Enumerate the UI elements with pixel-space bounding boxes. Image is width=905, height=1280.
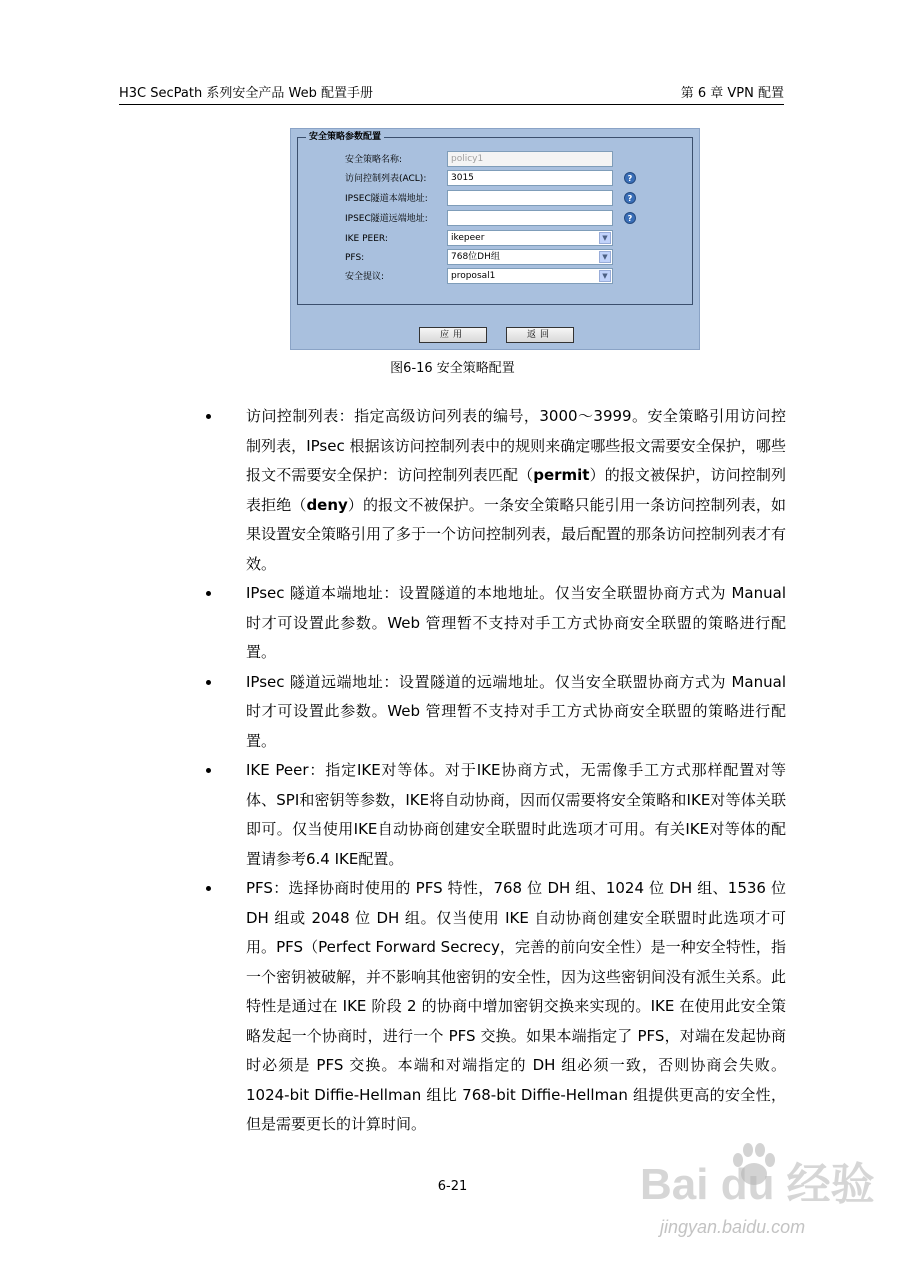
list-item — [204, 402, 786, 579]
remote-address-input[interactable] — [447, 210, 613, 226]
list-item — [204, 668, 786, 757]
field-row-policy-name — [298, 151, 692, 169]
help-icon[interactable]: ? — [624, 192, 636, 204]
field-row-ike-peer — [298, 230, 692, 248]
header-chapter: 第 6 章 VPN 配置 — [680, 86, 784, 101]
field-label: IPSEC隧道远端地址: — [345, 214, 428, 224]
policy-params-fieldset — [297, 132, 693, 305]
field-row-remote-address — [298, 210, 692, 228]
policy-config-screenshot — [290, 128, 700, 350]
list-item-text: PFS：选择协商时使用的 PFS 特性，768 位 DH 组、1024 位 DH 组、1536 位 DH 组或 2048 位 DH 组。仅当使用 IKE 自动协商创建安全联盟时此选项才可用。PFS（Perfect Forward Secrecy，完善的前向安全性）是一种安全特性，指一个密钥被破解，并不影响其他密钥的安全性，因为这些密钥间没有派生关系。此特性是通过在 IKE 阶段 2 的协商中增加密钥交换来实现的。IKE 在使用此安全策略发起一个协商时，进行一个 PFS 交换。如果本端指定了 PFS，对端在发起协商时必须是 PFS 交换。本端和对端指定的 DH 组必须一致，否则协商会失败。1024-bit Diffie-Hellman 组比 768-bit Diffie-Hellman 组提供更高的安全性，但是需要更长的计算时间。 — [246, 879, 787, 1133]
apply-button[interactable]: 应用 — [419, 327, 487, 343]
list-item — [204, 579, 786, 668]
keyword-permit: permit — [533, 466, 590, 484]
bullet-icon — [206, 414, 211, 419]
list-item-text: 访问控制列表：指定高级访问列表的编号，3000～3999。安全策略引用访问控制列表，IPsec 根据该访问控制列表中的规则来确定哪些报文需要安全保护，哪些报文不需要安全保护：访问控制列表匹配（permit）的报文被保护，访问控制列表拒绝（deny）的报文不被保护。一条安全策略只能引用一条访问控制列表，如果设置安全策略引用了多于一个访问控制列表，最后配置的那条访问控制列表才有效。 — [246, 407, 787, 573]
baidu-watermark — [640, 1140, 875, 1250]
local-address-input[interactable] — [447, 190, 613, 206]
watermark-logo-text: Bai du 经验 — [640, 1160, 875, 1209]
ike-peer-select[interactable] — [447, 230, 613, 246]
field-label: 安全提议: — [345, 272, 385, 282]
field-label: 安全策略名称: — [345, 155, 403, 165]
field-label: 访问控制列表(ACL): — [345, 174, 427, 184]
acl-input[interactable]: 3015 — [447, 170, 613, 186]
list-item-text: IKE Peer：指定IKE对等体。对于IKE协商方式，无需像手工方式那样配置对等体、SPI和密钥等参数，IKE将自动协商，因而仅需要将安全策略和IKE对等体关联即可。仅当使用IKE自动协商创建安全联盟时此选项才可用。有关IKE对等体的配置请参考6.4 IKE配置。 — [246, 761, 786, 868]
list-item — [204, 756, 786, 874]
help-icon[interactable]: ? — [624, 172, 636, 184]
select-value: ikepeer — [451, 233, 485, 243]
proposal-select[interactable] — [447, 268, 613, 284]
field-label: PFS: — [345, 253, 365, 263]
chevron-down-icon[interactable]: ▼ — [599, 232, 611, 244]
field-row-local-address — [298, 190, 692, 208]
header-doc-title: H3C SecPath 系列安全产品 Web 配置手册 — [119, 86, 373, 101]
pfs-select[interactable] — [447, 249, 613, 265]
bullet-icon — [206, 886, 211, 891]
page-header — [119, 84, 784, 105]
bullet-list — [204, 402, 786, 1140]
field-row-pfs — [298, 249, 692, 267]
bullet-icon — [206, 680, 211, 685]
field-label: IPSEC隧道本端地址: — [345, 194, 428, 204]
page-number: 6-21 — [437, 1179, 468, 1194]
select-value: 768位DH组 — [451, 252, 500, 262]
fieldset-legend: 安全策略参数配置 — [306, 131, 384, 143]
list-item-text: IPsec 隧道本端地址：设置隧道的本地地址。仅当安全联盟协商方式为 Manual 时才可设置此参数。Web 管理暂不支持对手工方式协商安全联盟的策略进行配置。 — [246, 584, 786, 661]
policy-name-input: policy1 — [447, 151, 613, 167]
field-row-acl — [298, 170, 692, 188]
bullet-icon — [206, 768, 211, 773]
select-value: proposal1 — [451, 271, 496, 281]
watermark-url: jingyan.baidu.com — [660, 1217, 806, 1237]
chevron-down-icon[interactable]: ▼ — [599, 251, 611, 263]
field-row-proposal — [298, 268, 692, 286]
list-item — [204, 874, 786, 1140]
figure-caption: 图6-16 安全策略配置 — [390, 361, 515, 376]
keyword-deny: deny — [306, 495, 348, 514]
back-button[interactable]: 返回 — [506, 327, 574, 343]
field-label: IKE PEER: — [345, 234, 388, 244]
list-item-text: IPsec 隧道远端地址：设置隧道的远端地址。仅当安全联盟协商方式为 Manual 时才可设置此参数。Web 管理暂不支持对手工方式协商安全联盟的策略进行配置。 — [246, 672, 786, 750]
bullet-icon — [206, 591, 211, 596]
help-icon[interactable]: ? — [624, 212, 636, 224]
chevron-down-icon[interactable]: ▼ — [599, 270, 611, 282]
